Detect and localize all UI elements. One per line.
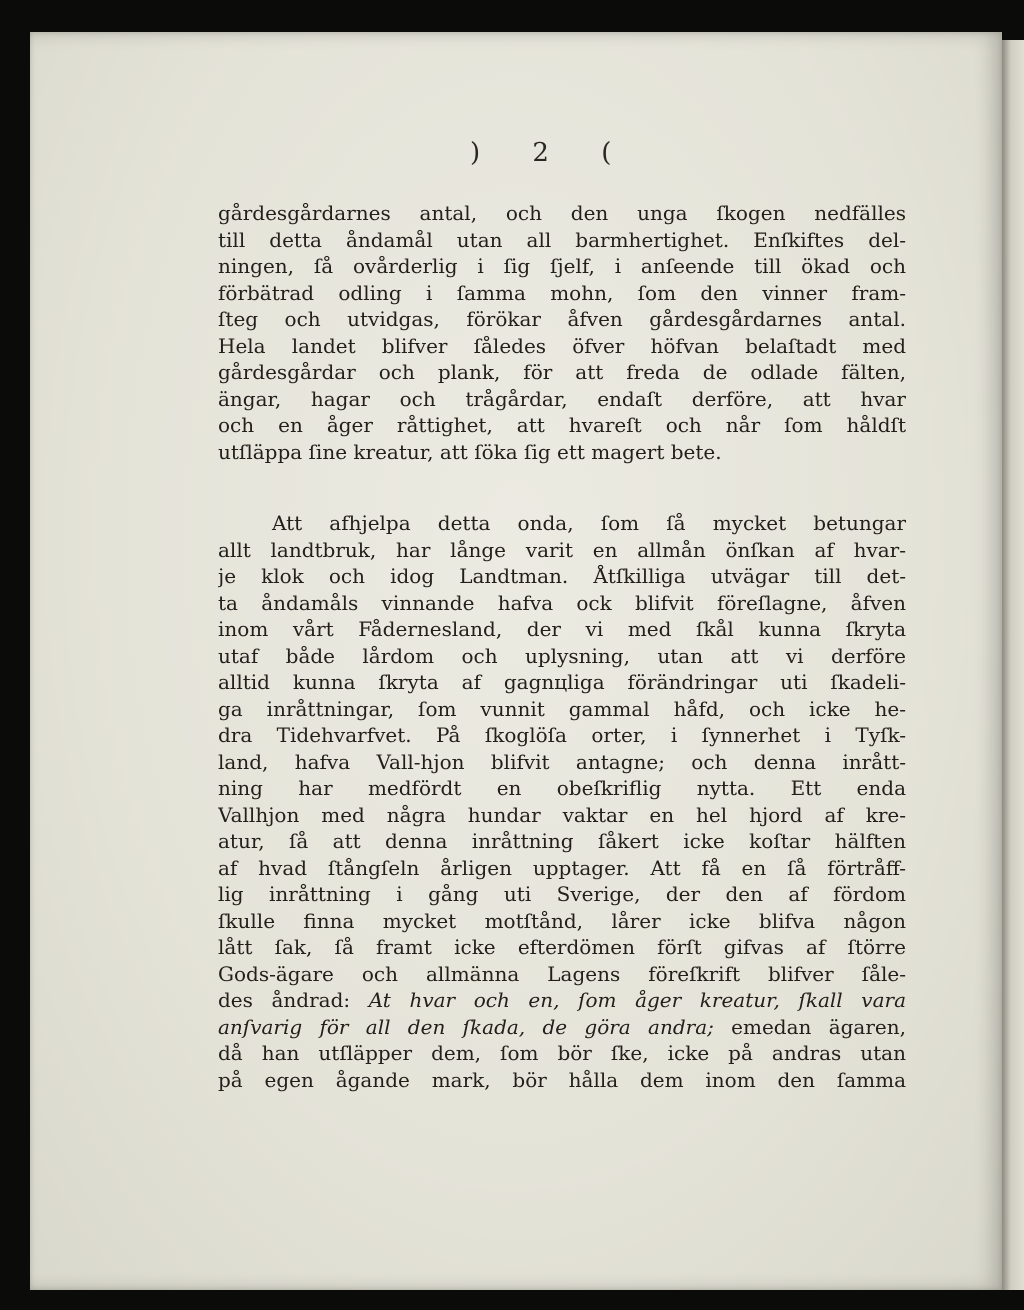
next-page-edge — [1002, 40, 1024, 1290]
paragraph-1 — [218, 200, 906, 465]
text-line: Vallhjon med några hundar vaktar en hel hjord af kre- — [218, 802, 906, 827]
text-line: af hvad ſtångſeln årligen upptager. Att få en ſå förtråff- — [218, 855, 906, 880]
text-line — [218, 1014, 906, 1041]
text-line: och en åger råttighet, att hvareſt och når ſom håldſt — [218, 413, 906, 437]
text-line: inom vårt Fådernesland, der vi med ſkål kunna ſkryta — [218, 617, 906, 641]
text-line: utſläppa ſine kreatur, att ſöka ſig ett magert bete. — [218, 439, 722, 464]
text-line: ta åndamåls vinnande hafva ock blifvit föreſlagne, åfven — [218, 590, 906, 615]
text-line: lig inråttning i gång uti Sverige, der den af fördom — [218, 882, 906, 906]
page-number-header: ) 2 ( — [470, 138, 634, 168]
text-line: ängar, hagar och trågårdar, endaſt derföre, att hvar — [218, 386, 906, 411]
text-span: des åndrad: — [218, 988, 369, 1012]
text-line: allt landtbruk, har långe varit en allmån önſkan af hvar- — [218, 537, 906, 562]
text-line: gårdesgårdarnes antal, och den unga ſkogen nedfälles — [218, 201, 906, 225]
text-line: je klok och idog Landtman. Åtſkilliga utvägar till det- — [218, 564, 906, 588]
italic-text: At hvar och en, ſom åger kreatur, ſkall vara — [368, 988, 906, 1012]
text-line: förbätrad odling i ſamma mohn, ſom den vinner fram- — [218, 280, 906, 305]
text-line: ſteg och utvidgas, förökar åfven gårdesgårdarnes antal. — [218, 307, 906, 331]
text-line: på egen ågande mark, bör hålla dem inom den ſamma — [218, 1067, 906, 1092]
text-line: ningen, ſå ovårderlig i ſig ſjelf, i anſeende till ökad och — [218, 254, 906, 278]
text-line: atur, ſå att denna inråttning ſåkert icke koſtar hälften — [218, 829, 906, 853]
text-line: ning har medfördt en obeſkriflig nytta. Ett enda — [218, 776, 906, 800]
text-line — [218, 987, 906, 1014]
text-line: Hela landet blifver ſåledes öfver höfvan belaſtadt med — [218, 333, 906, 358]
text-span: emedan ägaren, — [713, 1014, 906, 1039]
text-line: lått ſak, ſå framt icke efterdömen förſt gifvas af ſtörre — [218, 935, 906, 959]
text-line: land, hafva Vall-hjon blifvit antagne; och denna inrått- — [218, 749, 906, 774]
paragraph-2 — [218, 510, 906, 1093]
text-line: till detta åndamål utan all barmhertighet. Enſkiftes del- — [218, 227, 906, 252]
text-line: ga inråttningar, ſom vunnit gammal håfd, och icke he- — [218, 696, 906, 721]
text-line: ſkulle finna mycket motſtånd, lårer icke blifva någon — [218, 908, 906, 933]
text-line: dra Tidehvarfvet. På ſkoglöſa orter, i ſynnerhet i Tyſk- — [218, 723, 906, 747]
text-line: gårdesgårdar och plank, för att freda de odlade fälten, — [218, 360, 906, 384]
text-line: Att afhjelpa detta onda, ſom ſå mycket betungar — [272, 511, 906, 535]
text-line: då han utſläpper dem, ſom bör ſke, icke på andras utan — [218, 1041, 906, 1065]
text-line: Gods-ägare och allmänna Lagens föreſkrift blifver ſåle- — [218, 961, 906, 986]
italic-text: anſvarig för all den ſkada, de göra andra; — [218, 1014, 714, 1039]
text-line: utaf både lårdom och uplysning, utan att vi derföre — [218, 643, 906, 668]
text-line: alltid kunna ſkryta af gagnцliga förändringar uti ſkadeli- — [218, 670, 906, 694]
